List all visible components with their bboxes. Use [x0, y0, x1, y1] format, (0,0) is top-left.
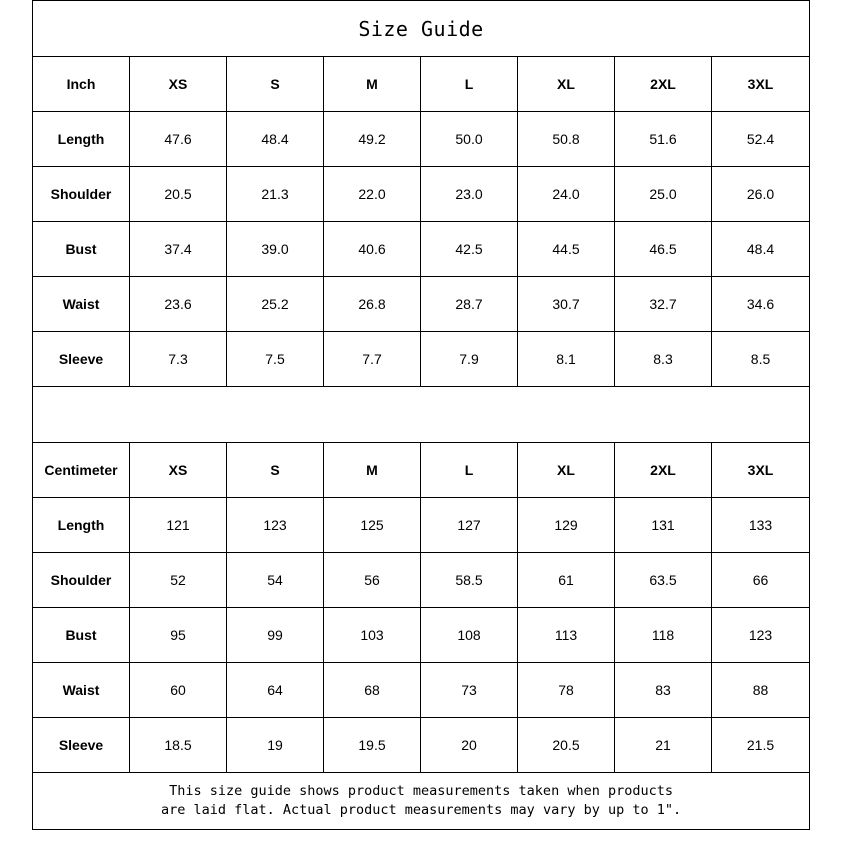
table-row	[33, 553, 810, 608]
measurement-value: 28.7	[421, 277, 518, 332]
measurement-note	[33, 773, 810, 830]
measurement-value: 25.2	[227, 277, 324, 332]
measurement-value: 125	[324, 498, 421, 553]
measurement-value: 64	[227, 663, 324, 718]
measurement-value: 78	[518, 663, 615, 718]
measurement-value: 20.5	[130, 167, 227, 222]
size-header-s: S	[227, 57, 324, 112]
note-line-2: are laid flat. Actual product measurements may vary by up to 1".	[160, 802, 682, 818]
size-header-m: M	[324, 443, 421, 498]
table-row	[33, 718, 810, 773]
measurement-value: 131	[615, 498, 712, 553]
measurement-value: 123	[227, 498, 324, 553]
measurement-value: 47.6	[130, 112, 227, 167]
measurement-value: 21.5	[712, 718, 810, 773]
measurement-value: 95	[130, 608, 227, 663]
measurement-value: 73	[421, 663, 518, 718]
measurement-value: 19.5	[324, 718, 421, 773]
centimeter-unit-label: Centimeter	[33, 443, 130, 498]
title-row	[33, 1, 810, 57]
measurement-value: 52	[130, 553, 227, 608]
measurement-label: Waist	[33, 663, 130, 718]
measurement-label: Sleeve	[33, 332, 130, 387]
measurement-value: 66	[712, 553, 810, 608]
measurement-value: 54	[227, 553, 324, 608]
table-row	[33, 498, 810, 553]
note-row	[33, 773, 810, 830]
measurement-value: 23.0	[421, 167, 518, 222]
measurement-value: 48.4	[712, 222, 810, 277]
measurement-value: 42.5	[421, 222, 518, 277]
measurement-value: 58.5	[421, 553, 518, 608]
measurement-value: 123	[712, 608, 810, 663]
measurement-value: 49.2	[324, 112, 421, 167]
size-header-xl: XL	[518, 443, 615, 498]
size-header-m: M	[324, 57, 421, 112]
table-row	[33, 112, 810, 167]
measurement-value: 32.7	[615, 277, 712, 332]
measurement-value: 50.0	[421, 112, 518, 167]
measurement-value: 20.5	[518, 718, 615, 773]
table-row	[33, 222, 810, 277]
table-row	[33, 608, 810, 663]
measurement-value: 52.4	[712, 112, 810, 167]
table-row	[33, 332, 810, 387]
table-row	[33, 277, 810, 332]
size-header-2xl: 2XL	[615, 57, 712, 112]
measurement-label: Sleeve	[33, 718, 130, 773]
measurement-value: 7.9	[421, 332, 518, 387]
size-header-l: L	[421, 57, 518, 112]
inch-unit-label: Inch	[33, 57, 130, 112]
size-guide-body	[33, 1, 810, 830]
size-header-2xl: 2XL	[615, 443, 712, 498]
measurement-value: 7.3	[130, 332, 227, 387]
measurement-value: 46.5	[615, 222, 712, 277]
measurement-value: 99	[227, 608, 324, 663]
measurement-label: Length	[33, 498, 130, 553]
spacer-row	[33, 387, 810, 443]
size-header-xs: XS	[130, 57, 227, 112]
measurement-value: 39.0	[227, 222, 324, 277]
measurement-value: 129	[518, 498, 615, 553]
measurement-value: 60	[130, 663, 227, 718]
size-header-l: L	[421, 443, 518, 498]
size-guide-table	[32, 0, 810, 830]
measurement-value: 51.6	[615, 112, 712, 167]
measurement-label: Shoulder	[33, 167, 130, 222]
measurement-value: 118	[615, 608, 712, 663]
measurement-value: 8.3	[615, 332, 712, 387]
measurement-label: Bust	[33, 608, 130, 663]
measurement-value: 56	[324, 553, 421, 608]
measurement-value: 26.8	[324, 277, 421, 332]
measurement-value: 20	[421, 718, 518, 773]
measurement-value: 22.0	[324, 167, 421, 222]
measurement-value: 23.6	[130, 277, 227, 332]
measurement-value: 68	[324, 663, 421, 718]
size-header-s: S	[227, 443, 324, 498]
section-divider	[33, 387, 810, 443]
measurement-value: 30.7	[518, 277, 615, 332]
measurement-value: 127	[421, 498, 518, 553]
measurement-value: 26.0	[712, 167, 810, 222]
measurement-value: 34.6	[712, 277, 810, 332]
measurement-label: Shoulder	[33, 553, 130, 608]
measurement-value: 103	[324, 608, 421, 663]
measurement-value: 121	[130, 498, 227, 553]
table-row	[33, 663, 810, 718]
size-header-3xl: 3XL	[712, 57, 810, 112]
page-title: Size Guide	[33, 1, 810, 57]
measurement-value: 8.1	[518, 332, 615, 387]
table-row	[33, 167, 810, 222]
measurement-value: 19	[227, 718, 324, 773]
measurement-value: 61	[518, 553, 615, 608]
measurement-value: 44.5	[518, 222, 615, 277]
note-line-1: This size guide shows product measurements taken when products	[169, 783, 673, 799]
measurement-value: 40.6	[324, 222, 421, 277]
size-header-xl: XL	[518, 57, 615, 112]
measurement-label: Length	[33, 112, 130, 167]
size-header-xs: XS	[130, 443, 227, 498]
measurement-value: 7.7	[324, 332, 421, 387]
measurement-value: 133	[712, 498, 810, 553]
measurement-value: 25.0	[615, 167, 712, 222]
measurement-value: 21	[615, 718, 712, 773]
measurement-value: 18.5	[130, 718, 227, 773]
measurement-value: 37.4	[130, 222, 227, 277]
measurement-value: 88	[712, 663, 810, 718]
measurement-value: 63.5	[615, 553, 712, 608]
measurement-value: 7.5	[227, 332, 324, 387]
measurement-value: 48.4	[227, 112, 324, 167]
measurement-value: 24.0	[518, 167, 615, 222]
measurement-label: Bust	[33, 222, 130, 277]
measurement-value: 113	[518, 608, 615, 663]
inch-header-row	[33, 57, 810, 112]
centimeter-header-row	[33, 443, 810, 498]
measurement-value: 50.8	[518, 112, 615, 167]
measurement-label: Waist	[33, 277, 130, 332]
measurement-value: 8.5	[712, 332, 810, 387]
size-header-3xl: 3XL	[712, 443, 810, 498]
measurement-value: 83	[615, 663, 712, 718]
measurement-value: 21.3	[227, 167, 324, 222]
measurement-value: 108	[421, 608, 518, 663]
